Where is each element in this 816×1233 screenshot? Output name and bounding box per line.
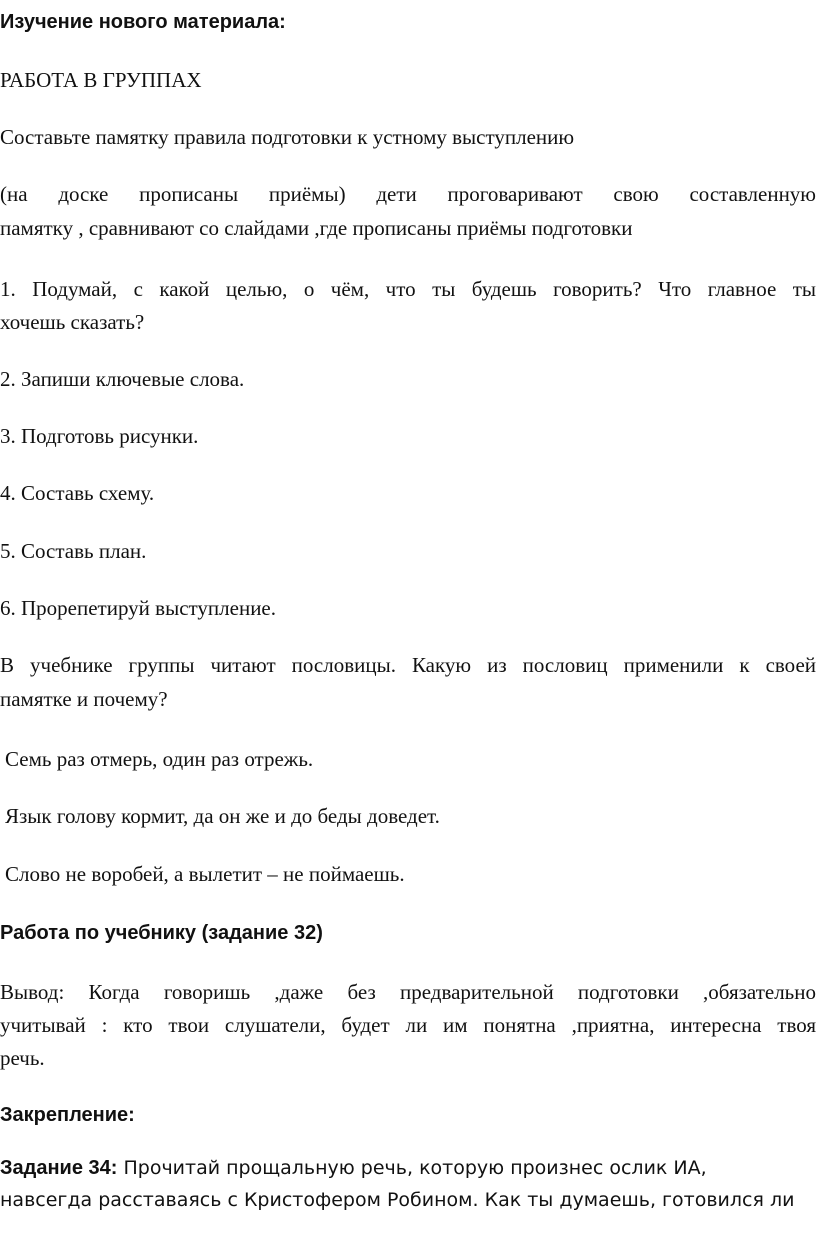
conclusion-line-1: Вывод: Когда говоришь ,даже без предварительной подготовки ,обязательно [0,980,816,1004]
heading-consolidation: Закрепление: [0,1104,135,1126]
proverbs-question-line-1: В учебнике группы читают пословицы. Какую из пословиц применили к своей [0,653,816,677]
step-2: 2. Запиши ключевые слова. [0,367,245,391]
proverb-1: Семь раз отмерь, один раз отрежь. [5,747,314,771]
step-1-line-2: хочешь сказать? [0,310,145,334]
step-4: 4. Составь схему. [0,481,155,505]
step-3: 3. Подготовь рисунки. [0,424,199,448]
proverb-2: Язык голову кормит, да он же и до беды доведет. [5,804,440,828]
proverbs-question-line-2: памятке и почему? [0,687,168,711]
group-work-label: РАБОТА В ГРУППАХ [0,68,202,92]
step-5: 5. Составь план. [0,539,147,563]
task-34-line-2: навсегда расставаясь с Кристофером Робином. Как ты думаешь, готовился ли [0,1189,795,1211]
step-6: 6. Прорепетируй выступление. [0,596,277,620]
task-34-line-1 [0,1158,707,1178]
step-1-line-1: 1. Подумай, с какой целью, о чём, что ты будешь говорить? Что главное ты [0,277,816,301]
heading-textbook-work: Работа по учебнику (задание 32) [0,922,323,944]
task-34-text-1: Прочитай прощальную речь, которую произнес ослик ИА, [117,1157,707,1179]
conclusion-line-3: речь. [0,1046,45,1070]
task-34-label: Задание 34: [0,1157,118,1179]
heading-new-material: Изучение нового материала: [0,11,286,33]
task-memo: Составьте памятку правила подготовки к устному выступлению [0,125,575,149]
board-note-line-2: памятку , сравнивают со слайдами ,где прописаны приёмы подготовки [0,216,633,240]
proverb-3: Слово не воробей, а вылетит – не поймаешь. [5,862,405,886]
conclusion-line-2: учитывай : кто твои слушатели, будет ли им понятна ,приятна, интересна твоя [0,1013,816,1037]
board-note-line-1: (на доске прописаны приёмы) дети проговаривают свою составленную [0,182,816,206]
